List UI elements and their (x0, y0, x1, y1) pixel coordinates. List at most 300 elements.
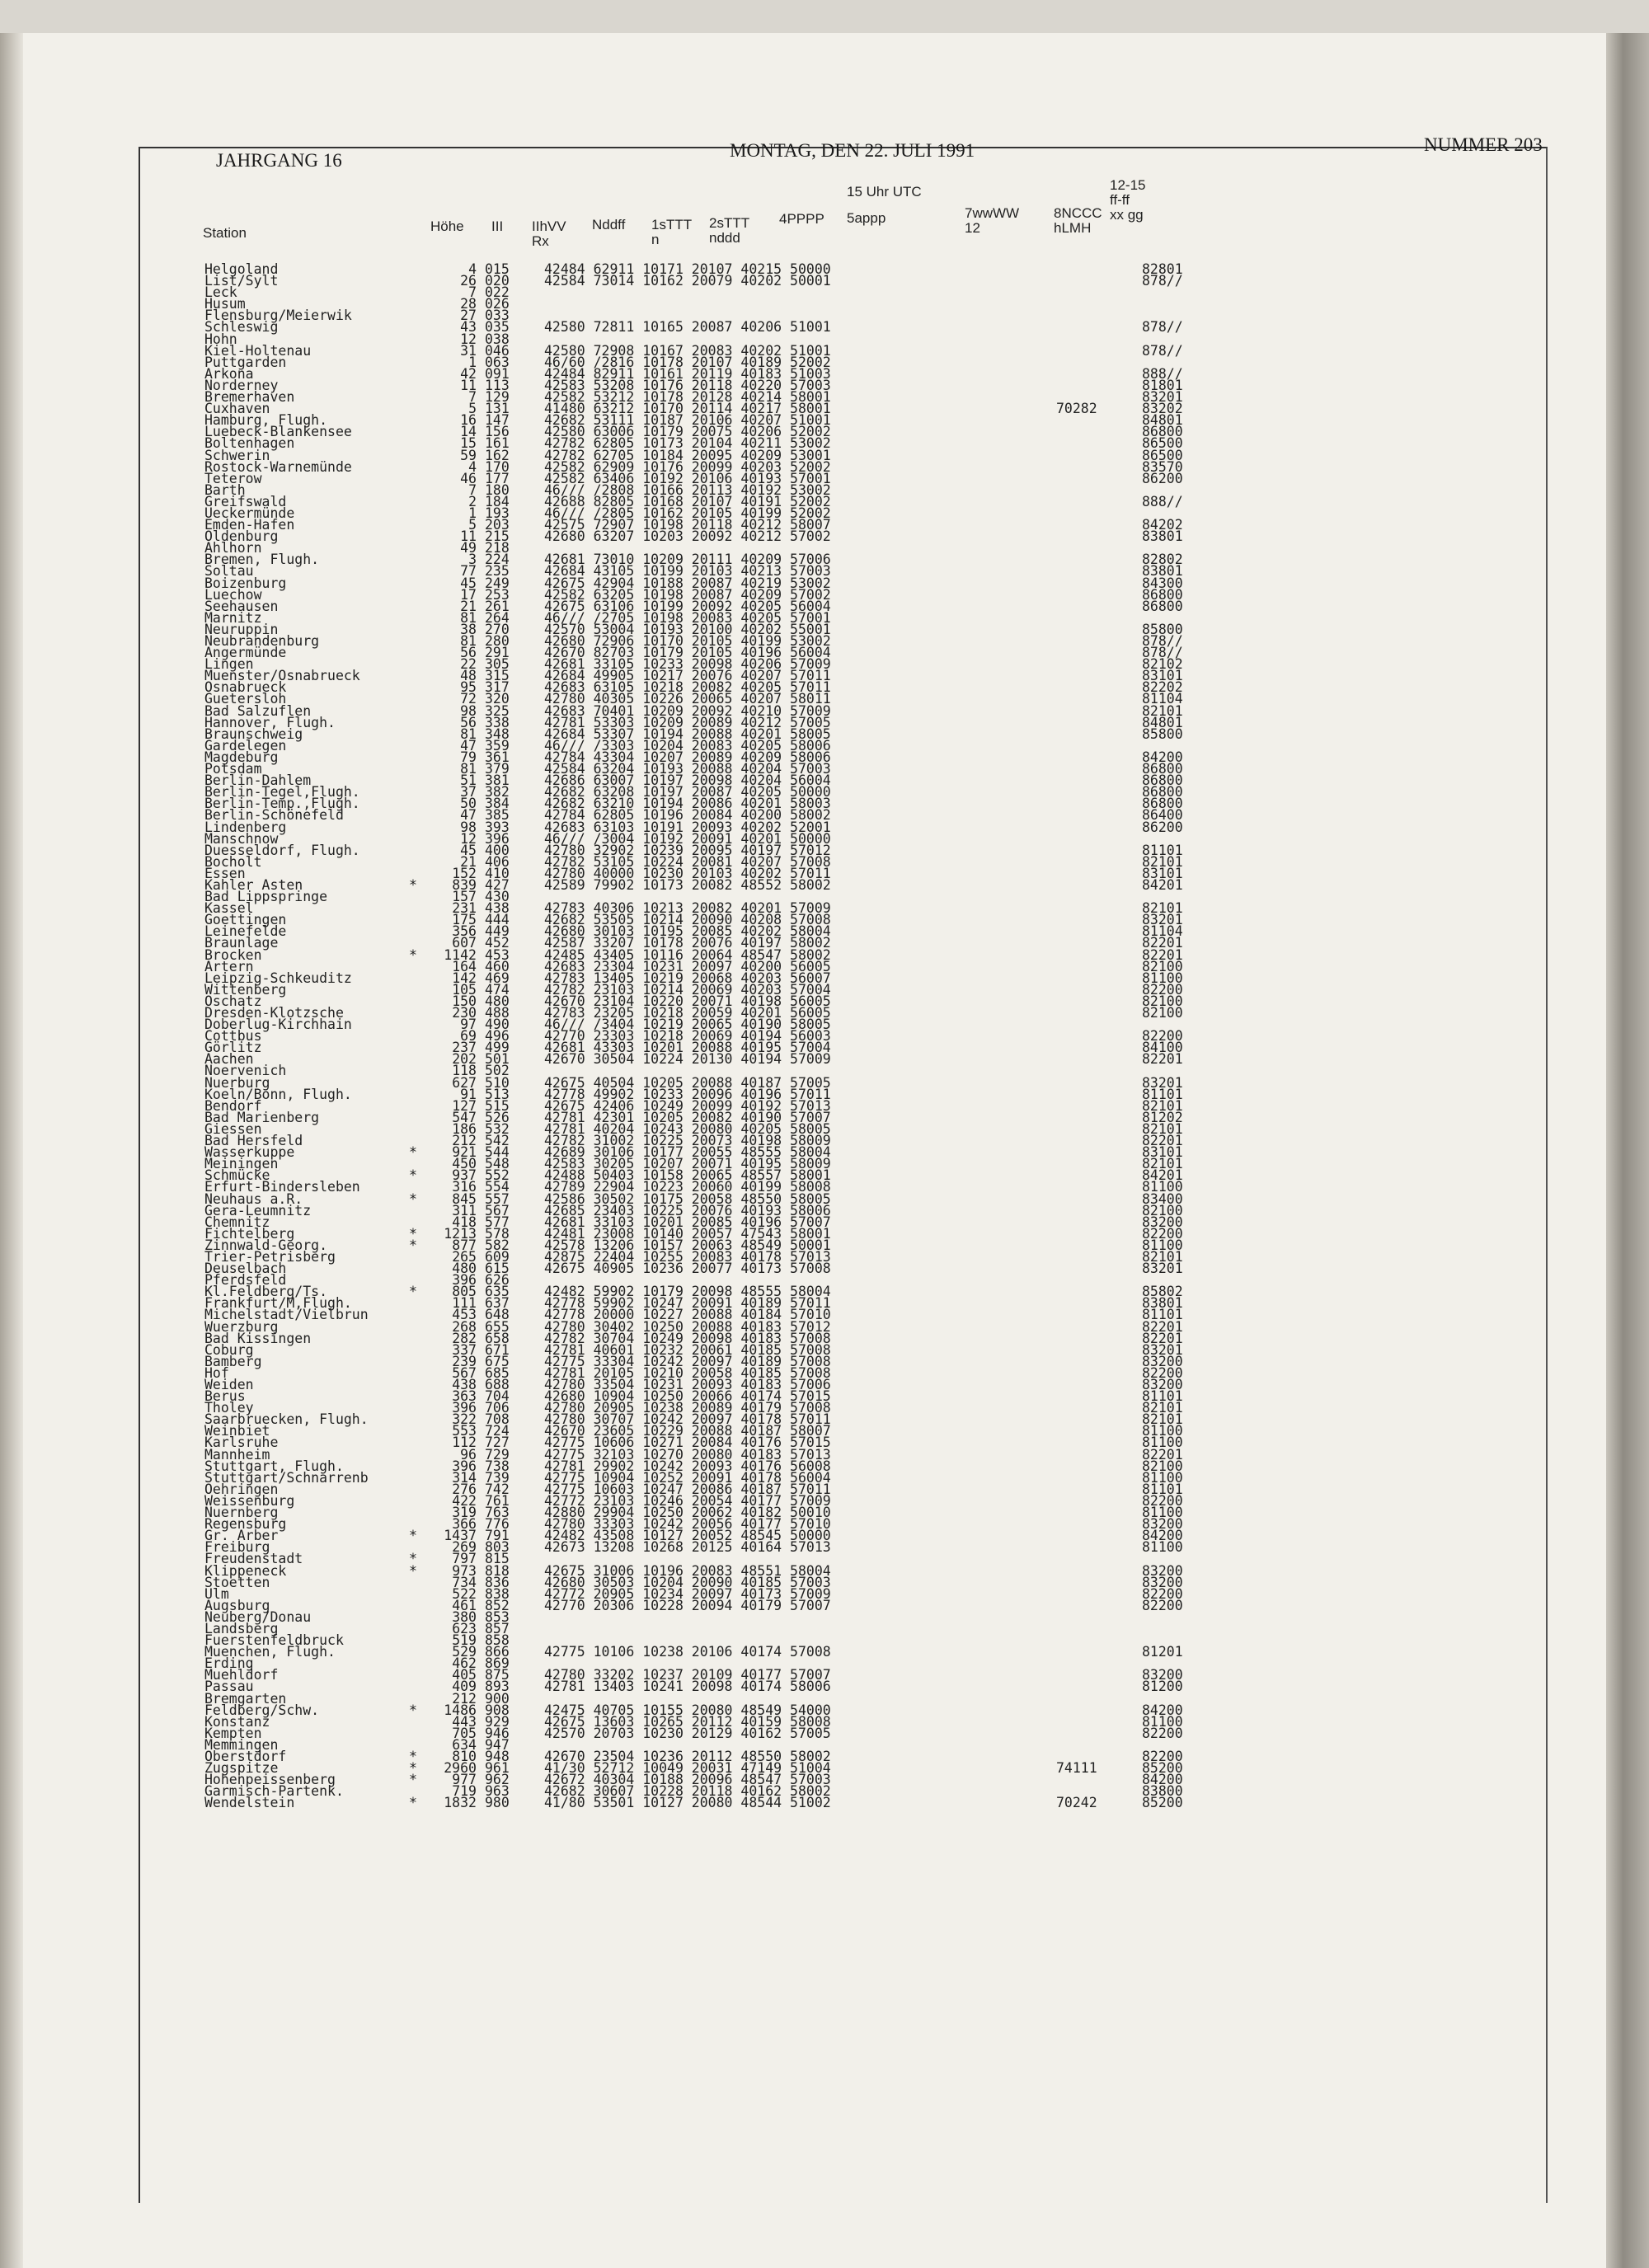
observation-groups: 42770 20306 10228 20094 40179 57007 (544, 1597, 831, 1613)
column-header-ww: 7wwWW 12 (965, 205, 1020, 236)
station-name: Rostock-Warnemünde (204, 458, 352, 475)
cloud-group: 82200 (1142, 1225, 1183, 1242)
cloud-group: 81801 (1142, 377, 1183, 393)
station-elevation: 2960 (444, 1760, 477, 1777)
cloud-group: 83201 (1142, 912, 1183, 928)
station-elevation: 623 (452, 1620, 477, 1636)
station-elevation: 529 (452, 1644, 477, 1660)
elevation-marker: * (409, 1749, 417, 1764)
observation-groups: 42582 53212 10178 20128 40214 58001 (544, 389, 831, 406)
station-elevation: 22 (460, 656, 477, 673)
station-elevation: 363 (452, 1388, 477, 1405)
station-elevation: 2 (468, 493, 477, 509)
station-index: 869 (485, 1655, 510, 1672)
observation-groups: 42675 63106 10199 20092 40205 56004 (544, 598, 831, 614)
station-index: 035 (485, 319, 510, 336)
station-name: Pferdsfeld (204, 1272, 287, 1289)
observation-groups: 42775 10904 10252 20091 40178 56004 (544, 1469, 831, 1486)
station-elevation: 81 (460, 633, 477, 649)
station-elevation: 164 (452, 958, 477, 974)
station-index: 348 (485, 725, 510, 742)
observation-groups: 42589 79902 10173 20082 48552 58002 (544, 876, 831, 893)
station-name: Gera-Leumnitz (204, 1202, 312, 1219)
cloud-group: 878// (1142, 342, 1183, 359)
station-index: 129 (485, 389, 510, 406)
station-elevation: 1 (468, 505, 477, 521)
station-name: Dresden-Klotzsche (204, 1005, 344, 1021)
elevation-marker: * (409, 1562, 417, 1579)
observation-groups: 42675 42904 10188 20087 40219 53002 (544, 575, 831, 591)
cloud-group: 83101 (1142, 865, 1183, 881)
station-elevation: 5 (468, 401, 477, 417)
elevation-marker: * (409, 876, 417, 893)
station-name: Hamburg, Flugh. (204, 412, 328, 429)
observation-groups: 41480 63212 10170 20114 40217 58001 (544, 401, 831, 417)
station-name: Chemnitz (204, 1214, 270, 1230)
station-elevation: 72 (460, 691, 477, 707)
observation-groups: 46/// /3303 10204 20083 40205 58006 (544, 737, 831, 754)
column-header-appp: 5appp (847, 210, 886, 226)
cloud-group: 83200 (1142, 1562, 1183, 1579)
station-index: 685 (485, 1364, 510, 1381)
station-index: 548 (485, 1156, 510, 1172)
cloud-group: 83202 (1142, 401, 1183, 417)
observation-groups: 42675 42406 10249 20099 40192 57013 (544, 1097, 831, 1114)
station-elevation: 7 (468, 481, 477, 498)
elevation-marker: * (409, 1284, 417, 1300)
station-name: Puttgarden (204, 354, 287, 370)
station-index: 803 (485, 1539, 510, 1556)
observation-groups: 42681 33105 10233 20098 40206 57009 (544, 656, 831, 673)
cloud-group: 878// (1142, 319, 1183, 336)
station-index: 963 (485, 1783, 510, 1800)
observation-groups: 42875 22404 10255 20083 40178 57013 (544, 1248, 831, 1265)
observation-groups: 42775 10106 10238 20106 40174 57008 (544, 1644, 831, 1660)
station-index: 361 (485, 749, 510, 765)
cloud-group: 888// (1142, 365, 1183, 382)
station-name: Feldberg/Schw. (204, 1702, 320, 1718)
station-index: 688 (485, 1377, 510, 1392)
cloud-group: 84200 (1142, 1772, 1183, 1788)
cloud-group: 86800 (1142, 796, 1183, 812)
observation-groups: 46/60 /2816 10178 20107 40189 52002 (544, 354, 831, 370)
station-index: 510 (485, 1074, 510, 1091)
observation-groups: 42580 72908 10167 20083 40202 51001 (544, 342, 831, 359)
station-name: Meiningen (204, 1156, 279, 1172)
station-elevation: 37 (460, 784, 477, 801)
station-name: Noervenich (204, 1063, 287, 1079)
station-index: 637 (485, 1295, 510, 1312)
observation-groups: 42575 72907 10198 20118 40212 58007 (544, 517, 831, 533)
cloud-group: 83801 (1142, 528, 1183, 545)
station-index: 253 (485, 586, 510, 603)
station-index: 449 (485, 923, 510, 940)
cloud-group: 888// (1142, 493, 1183, 509)
observation-groups: 41/30 52712 10049 20031 47149 51004 (544, 1760, 831, 1777)
station-name: Giessen (204, 1120, 262, 1137)
station-elevation: 81 (460, 609, 477, 626)
station-index: 742 (485, 1481, 510, 1497)
station-index: 091 (485, 365, 510, 382)
station-elevation: 11 (460, 377, 477, 393)
station-name: Garmisch-Partenk. (204, 1783, 344, 1800)
cloud-group: 82802 (1142, 552, 1183, 568)
station-name: Boizenburg (204, 575, 287, 591)
station-name: Nuernberg (204, 1505, 279, 1521)
station-elevation: 186 (452, 1120, 477, 1137)
station-name: Berus (204, 1388, 246, 1405)
observation-groups: 42582 63406 10192 20106 40193 57001 (544, 470, 831, 486)
column-header-ttt1: 1sTTT n (651, 217, 693, 247)
station-elevation: 17 (460, 586, 477, 603)
station-elevation: 202 (452, 1051, 477, 1068)
cloud-group: 84201 (1142, 876, 1183, 893)
elevation-marker: * (409, 1144, 417, 1161)
cloud-group: 85802 (1142, 1284, 1183, 1300)
cloud-group: 83201 (1142, 1261, 1183, 1277)
next-page-edge (1606, 33, 1649, 2268)
station-index: 218 (485, 540, 510, 556)
column-header-station: Station (203, 225, 247, 241)
station-elevation: 405 (452, 1667, 477, 1683)
station-name: Norderney (204, 377, 279, 393)
station-index: 381 (485, 772, 510, 789)
station-name: Bremen, Flugh. (204, 552, 320, 568)
station-elevation: 396 (452, 1272, 477, 1289)
cloud-group: 84200 (1142, 1528, 1183, 1544)
station-name: Nuerburg (204, 1074, 270, 1091)
station-name: Bad Salzuflen (204, 702, 312, 719)
station-elevation: 319 (452, 1505, 477, 1521)
station-index: 729 (485, 1446, 510, 1463)
station-name: Boltenhagen (204, 435, 295, 452)
station-elevation: 3 (468, 552, 477, 568)
station-name: Tholey (204, 1400, 254, 1416)
station-elevation: 45 (460, 842, 477, 858)
station-name: Braunlage (204, 935, 279, 951)
station-name: Marnitz (204, 609, 262, 626)
station-index: 359 (485, 737, 510, 754)
station-name: Stuttgart/Schnarrenb (204, 1469, 369, 1486)
station-elevation: 47 (460, 737, 477, 754)
station-name: Angermünde (204, 645, 287, 661)
station-index: 452 (485, 935, 510, 951)
station-index: 427 (485, 876, 510, 893)
station-index: 291 (485, 645, 510, 661)
observation-groups: 42781 20105 10210 20058 40185 57008 (544, 1364, 831, 1381)
station-index: 162 (485, 447, 510, 463)
station-index: 866 (485, 1644, 510, 1660)
station-index: 177 (485, 470, 510, 486)
cloud-group: 86800 (1142, 784, 1183, 801)
station-elevation: 977 (452, 1772, 477, 1788)
station-name: Brocken (204, 946, 262, 963)
station-name: Duesseldorf, Flugh. (204, 842, 360, 858)
station-name: Wittenberg (204, 981, 287, 998)
station-index: 852 (485, 1597, 510, 1613)
station-elevation: 11 (460, 528, 477, 545)
station-name: Weinbiet (204, 1423, 270, 1439)
observation-groups: 42582 62909 10176 20099 40203 52002 (544, 458, 831, 475)
station-index: 496 (485, 1028, 510, 1045)
observation-groups: 42781 13403 10241 20098 40174 58006 (544, 1679, 831, 1695)
column-header-ff: 12-15 ff-ff xx gg (1110, 177, 1146, 223)
station-elevation: 59 (460, 447, 477, 463)
observation-groups: 42675 31006 10196 20083 48551 58004 (544, 1562, 831, 1579)
station-elevation: 627 (452, 1074, 477, 1091)
station-elevation: 316 (452, 1179, 477, 1195)
station-elevation: 28 (460, 296, 477, 312)
station-index: 393 (485, 819, 510, 835)
observation-groups: 42778 59902 10247 20091 40189 57011 (544, 1295, 831, 1312)
station-index: 184 (485, 493, 510, 509)
station-index: 026 (485, 296, 510, 312)
station-name: Guetersloh (204, 691, 287, 707)
station-elevation: 973 (452, 1562, 477, 1579)
station-index: 224 (485, 552, 510, 568)
station-elevation: 21 (460, 853, 477, 870)
station-name: Muehldorf (204, 1667, 279, 1683)
observation-groups: 42783 23205 10218 20059 40201 56005 (544, 1005, 831, 1021)
cloud-group: 83200 (1142, 1574, 1183, 1590)
station-index: 280 (485, 633, 510, 649)
station-name: Osnabrueck (204, 679, 287, 696)
station-index: 838 (485, 1585, 510, 1602)
station-elevation: 567 (452, 1364, 477, 1381)
elevation-marker: * (409, 1225, 417, 1242)
station-index: 708 (485, 1411, 510, 1428)
station-name: Bendorf (204, 1097, 262, 1114)
station-name: Wasserkuppe (204, 1144, 295, 1161)
column-header-nccc: 8NCCC hLMH (1054, 205, 1102, 236)
observation-groups: 42784 43304 10207 20089 40209 58006 (544, 749, 831, 765)
station-name: Passau (204, 1679, 254, 1695)
table-row (204, 1681, 1276, 1693)
station-elevation: 547 (452, 1109, 477, 1125)
observation-groups: 46/// /3004 10192 20091 40201 50000 (544, 830, 831, 847)
station-index: 410 (485, 865, 510, 881)
station-index: 704 (485, 1388, 510, 1405)
station-index: 875 (485, 1667, 510, 1683)
cloud-group: 83801 (1142, 1295, 1183, 1312)
station-name: Augsburg (204, 1597, 270, 1613)
cloud-group: 82101 (1142, 853, 1183, 870)
station-index: 305 (485, 656, 510, 673)
cloud-group: 83201 (1142, 389, 1183, 406)
station-index: 480 (485, 993, 510, 1009)
cloud-group: 83200 (1142, 1214, 1183, 1230)
station-name: Trier-Petrisberg (204, 1248, 336, 1265)
observation-groups: 42583 30205 10207 20071 40195 58009 (544, 1156, 831, 1172)
station-name: Neuhaus a.R. (204, 1190, 303, 1207)
station-elevation: 522 (452, 1585, 477, 1602)
cloud-group: 81101 (1142, 1481, 1183, 1497)
station-name: Neuberg/Donau (204, 1608, 312, 1625)
station-name: Husum (204, 296, 246, 312)
station-elevation: 98 (460, 819, 477, 835)
station-index: 385 (485, 807, 510, 824)
observation-groups: 42681 43303 10201 20088 40195 57004 (544, 1040, 831, 1056)
station-index: 400 (485, 842, 510, 858)
station-name: Magdeburg (204, 749, 279, 765)
cloud-group: 82100 (1142, 993, 1183, 1009)
station-elevation: 212 (452, 1690, 477, 1707)
station-index: 264 (485, 609, 510, 626)
station-name: Barth (204, 481, 246, 498)
station-elevation: 418 (452, 1214, 477, 1230)
observation-groups: 42680 30103 10195 20085 40202 58004 (544, 923, 831, 940)
station-index: 490 (485, 1017, 510, 1033)
station-name: Kiel-Holtenau (204, 342, 312, 359)
station-index: 818 (485, 1562, 510, 1579)
station-name: Freiburg (204, 1539, 270, 1556)
observation-groups: 42770 23303 10218 20069 40194 56003 (544, 1028, 831, 1045)
station-elevation: 396 (452, 1400, 477, 1416)
station-name: Leipzig-Schkeuditz (204, 970, 352, 986)
cloud-group: 82200 (1142, 1492, 1183, 1509)
station-name: Neubrandenburg (204, 633, 320, 649)
station-elevation: 461 (452, 1597, 477, 1613)
station-index: 738 (485, 1458, 510, 1474)
station-name: Weiden (204, 1377, 254, 1392)
observation-groups: 42782 23103 10214 20069 40203 57004 (544, 981, 831, 998)
station-index: 655 (485, 1318, 510, 1335)
station-name: Oehringen (204, 1481, 279, 1497)
cloud-group: 82202 (1142, 679, 1183, 696)
cloud-group: 81104 (1142, 923, 1183, 940)
station-name: Memmingen (204, 1736, 279, 1753)
observation-groups: 42782 53105 10224 20081 40207 57008 (544, 853, 831, 870)
station-elevation: 443 (452, 1713, 477, 1730)
station-name: Klippeneck (204, 1562, 287, 1579)
observation-groups: 42675 40905 10236 20077 40173 57008 (544, 1261, 831, 1277)
observation-groups: 42685 23403 10225 20076 40193 58006 (544, 1202, 831, 1219)
station-elevation: 1832 (444, 1795, 477, 1811)
station-index: 020 (485, 273, 510, 289)
station-elevation: 396 (452, 1458, 477, 1474)
station-index: 203 (485, 517, 510, 533)
station-index: 382 (485, 784, 510, 801)
cloud-group: 82801 (1142, 261, 1183, 277)
station-name: Zugspitze (204, 1760, 279, 1777)
station-index: 379 (485, 761, 510, 777)
station-name: Oschatz (204, 993, 262, 1009)
observation-groups: 42775 32103 10270 20080 40183 57013 (544, 1446, 831, 1463)
station-index: 315 (485, 668, 510, 684)
station-index: 193 (485, 505, 510, 521)
station-elevation: 1142 (444, 946, 477, 963)
station-index: 626 (485, 1272, 510, 1289)
station-elevation: 314 (452, 1469, 477, 1486)
station-name: Fichtelberg (204, 1225, 295, 1242)
cloud-group: 85800 (1142, 725, 1183, 742)
station-index: 577 (485, 1214, 510, 1230)
observation-groups: 42783 13405 10219 20068 40203 56007 (544, 970, 831, 986)
observation-groups: 42781 42301 10205 20082 40190 57007 (544, 1109, 831, 1125)
cloud-group: 84200 (1142, 1702, 1183, 1718)
cloud-group: 82101 (1142, 1248, 1183, 1265)
station-name: Manschnow (204, 830, 279, 847)
station-name: Ueckermünde (204, 505, 295, 521)
station-index: 776 (485, 1516, 510, 1533)
station-name: Berlin-Dahlem (204, 772, 312, 789)
station-elevation: 27 (460, 308, 477, 324)
station-elevation: 112 (452, 1435, 477, 1451)
station-elevation: 553 (452, 1423, 477, 1439)
station-name: Berlin-Temp.,Flugh. (204, 796, 360, 812)
observation-groups: 42586 30502 10175 20058 48550 58005 (544, 1190, 831, 1207)
observation-groups: 42775 33304 10242 20097 40189 57008 (544, 1353, 831, 1369)
station-elevation: 356 (452, 923, 477, 940)
station-name: Bamberg (204, 1353, 262, 1369)
observation-groups: 42587 33207 10178 20076 40197 58002 (544, 935, 831, 951)
station-name: Erfurt-Bindersleben (204, 1179, 360, 1195)
station-elevation: 422 (452, 1492, 477, 1509)
station-index: 567 (485, 1202, 510, 1219)
station-elevation: 38 (460, 621, 477, 637)
station-name: Freudenstadt (204, 1551, 303, 1567)
station-index: 554 (485, 1179, 510, 1195)
cloud-group: 81100 (1142, 1423, 1183, 1439)
station-index: 384 (485, 796, 510, 812)
station-name: Frankfurt/M,Flugh. (204, 1295, 352, 1312)
station-index: 038 (485, 331, 510, 347)
station-elevation: 453 (452, 1307, 477, 1323)
observation-groups: 42782 62705 10184 20095 40209 53001 (544, 447, 831, 463)
observation-groups: 42775 10606 10271 20084 40176 57015 (544, 1435, 831, 1451)
station-name: Wuerzburg (204, 1318, 279, 1335)
station-elevation: 337 (452, 1341, 477, 1358)
station-index: 430 (485, 889, 510, 905)
observation-groups: 42780 32902 10239 20095 40197 57012 (544, 842, 831, 858)
elevation-marker: * (409, 1237, 417, 1253)
cloud-group: 81100 (1142, 1539, 1183, 1556)
station-name: Hohn (204, 331, 237, 347)
station-elevation: 1213 (444, 1225, 477, 1242)
issue-number: NUMMER 203 (1424, 134, 1543, 155)
station-name: List/Sylt (204, 273, 279, 289)
station-index: 857 (485, 1620, 510, 1636)
cloud-group: 83101 (1142, 1144, 1183, 1161)
station-index: 739 (485, 1469, 510, 1486)
station-index: 948 (485, 1749, 510, 1764)
station-name: Schleswig (204, 319, 279, 336)
table-row (204, 1646, 1276, 1658)
cloud-group: 81101 (1142, 1388, 1183, 1405)
observation-groups: 41/80 53501 10127 20080 48544 51002 (544, 1795, 831, 1811)
station-name: Oberstdorf (204, 1749, 287, 1764)
station-name: Arkona (204, 365, 254, 382)
station-elevation: 322 (452, 1411, 477, 1428)
station-name: Michelstadt/Vielbrun (204, 1307, 369, 1323)
cloud-group: 82200 (1142, 1597, 1183, 1613)
station-index: 320 (485, 691, 510, 707)
station-name: Kahler Asten (204, 876, 303, 893)
station-name: Kempten (204, 1725, 262, 1741)
station-index: 947 (485, 1736, 510, 1753)
station-elevation: 519 (452, 1632, 477, 1649)
station-elevation: 1486 (444, 1702, 477, 1718)
station-name: Görlitz (204, 1040, 262, 1056)
station-elevation: 634 (452, 1736, 477, 1753)
station-name: Essen (204, 865, 246, 881)
cloud-group: 83200 (1142, 1516, 1183, 1533)
station-name: Leck (204, 284, 237, 301)
station-index: 261 (485, 598, 510, 614)
station-index: 980 (485, 1795, 510, 1811)
station-elevation: 269 (452, 1539, 477, 1556)
station-elevation: 91 (460, 1086, 477, 1102)
